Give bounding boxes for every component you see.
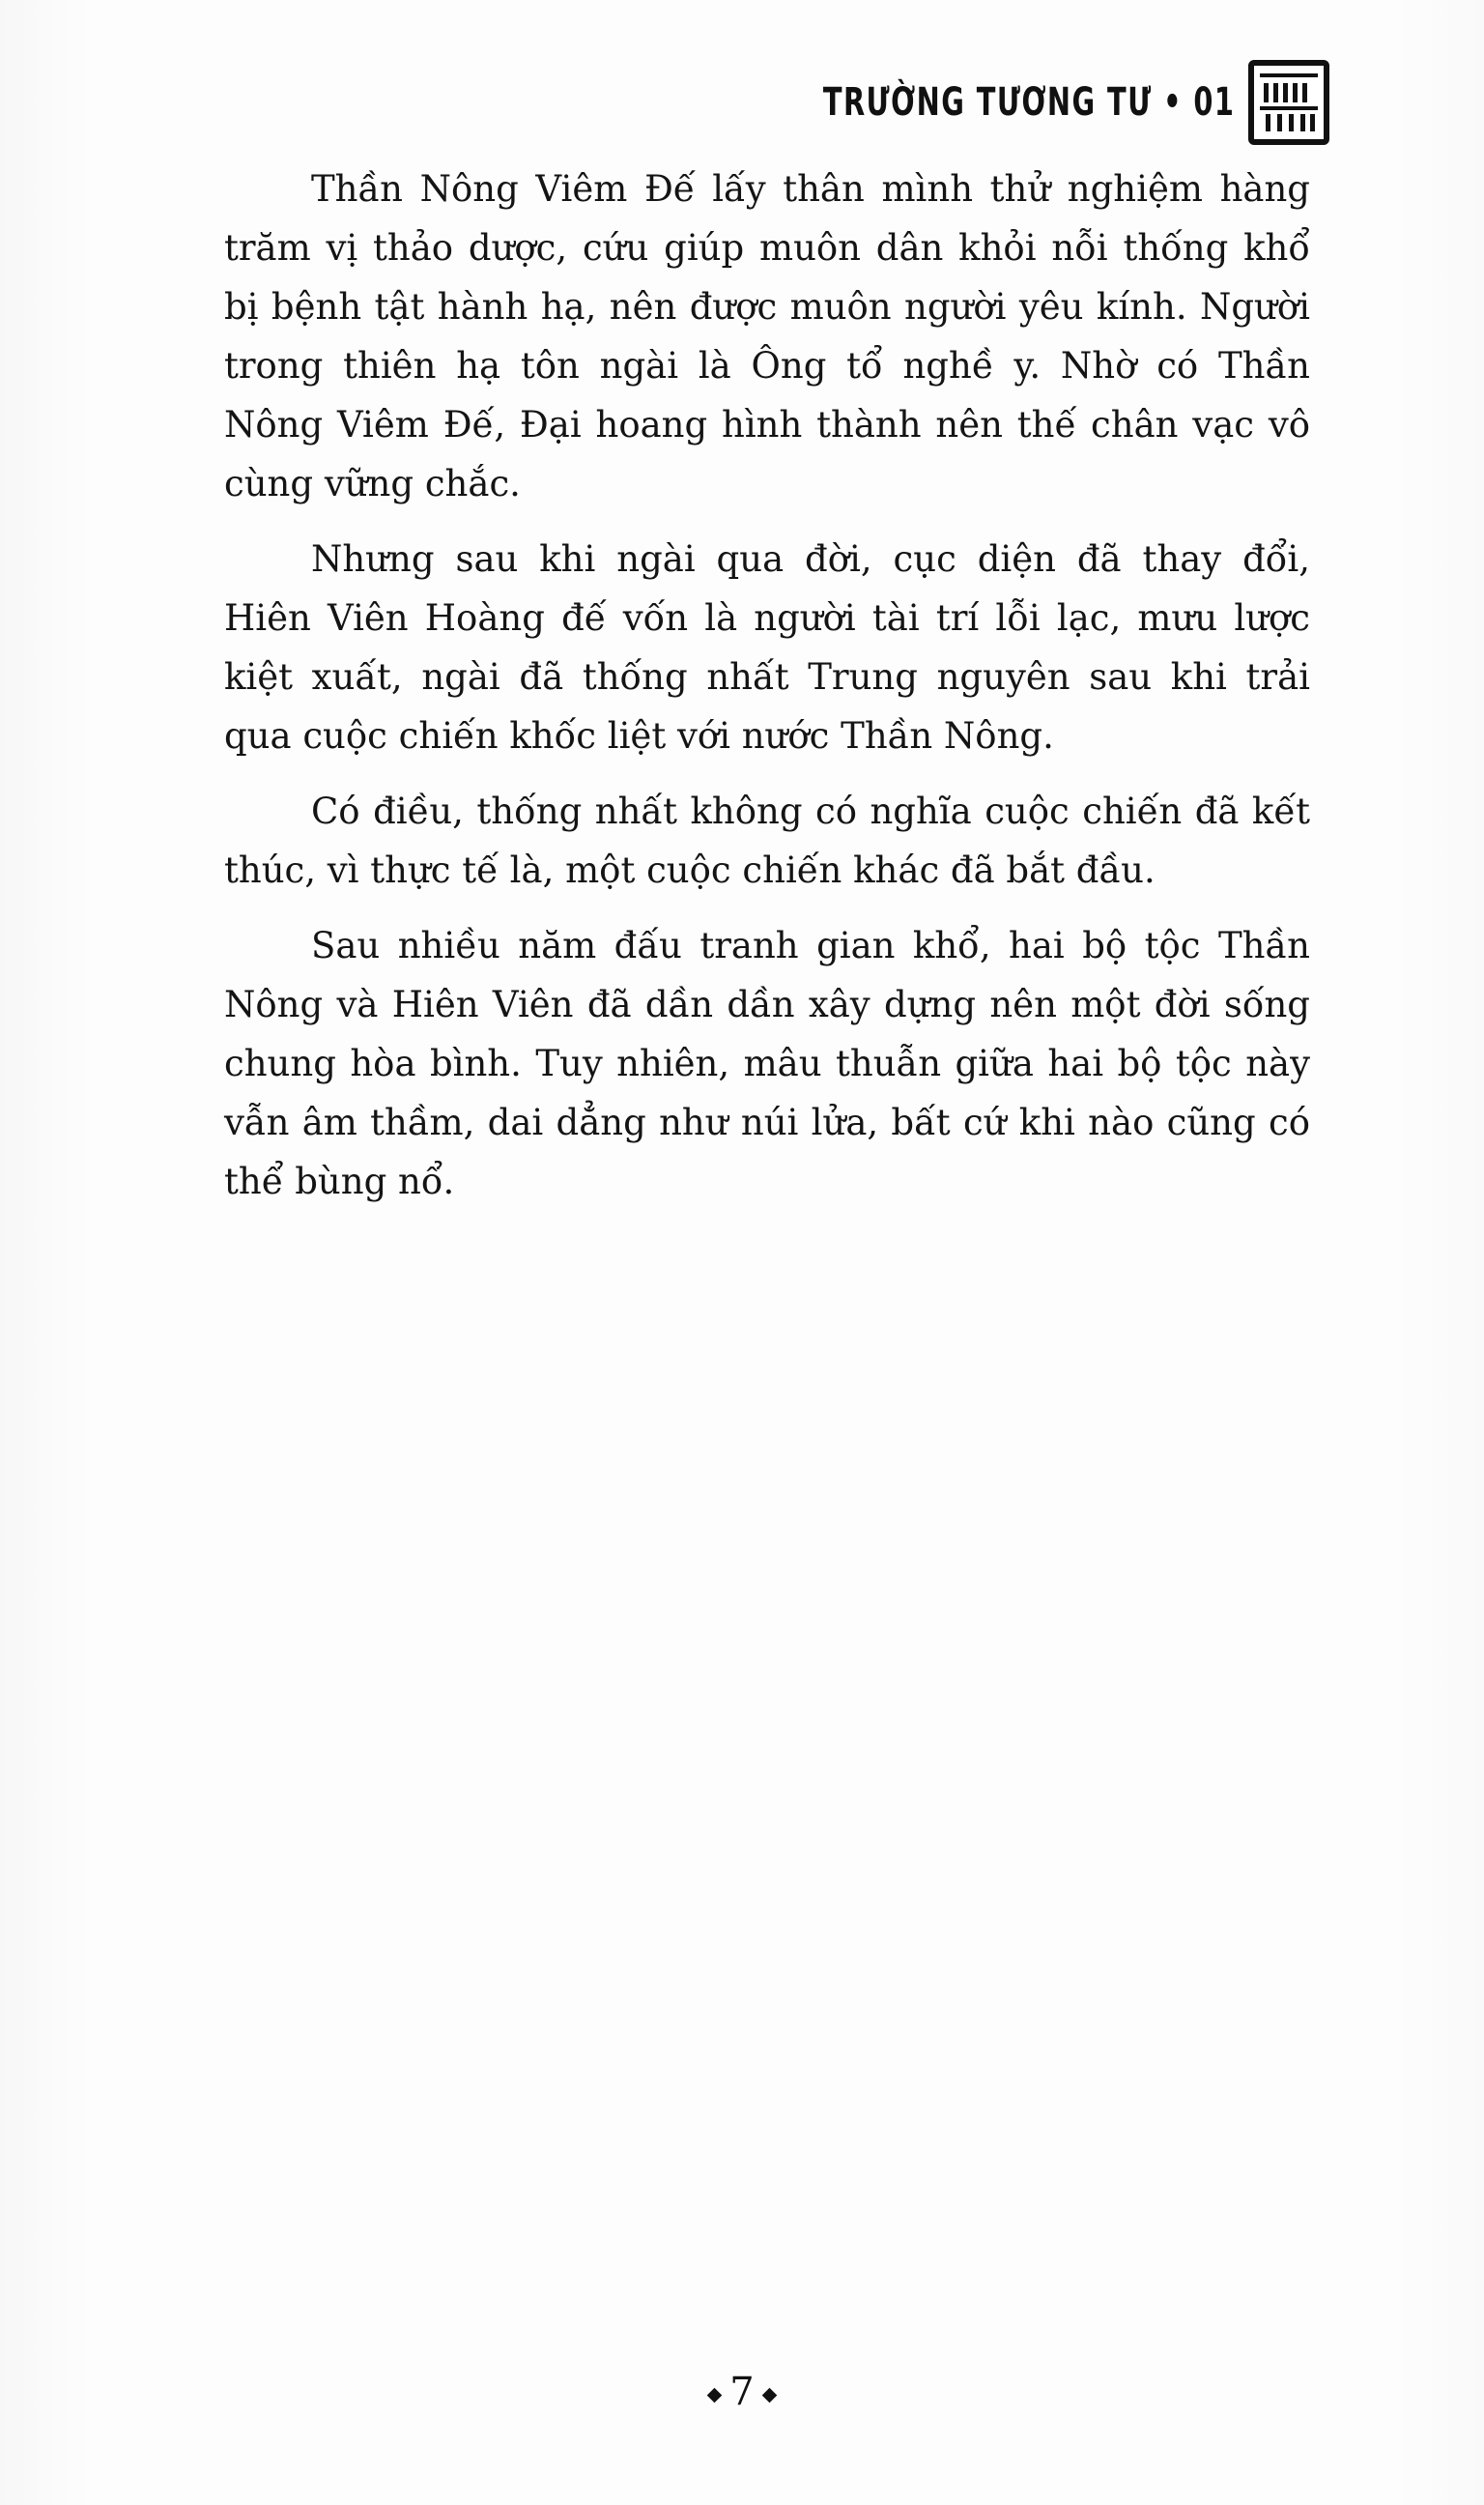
paragraph-4: Sau nhiều năm đấu tranh gian khổ, hai bộ tộc Thần Nông và Hiên Viên đã dần dần xây dựng nên một đời sống chung hòa bình. Tuy nhiên, mâu thuẫn giữa hai bộ tộc này vẫn âm thầm, dai dẳng như núi lửa, bất cứ khi nào cũng có thể bùng nổ.	[224, 925, 1310, 1202]
diamond-left-icon	[707, 2387, 723, 2403]
book-emblem-icon	[1248, 60, 1329, 145]
paragraph-2: Nhưng sau khi ngài qua đời, cục diện đã thay đổi, Hiên Viên Hoàng đế vốn là người tài trí lỗi lạc, mưu lược kiệt xuất, ngài đã thống nhất Trung nguyên sau khi trải qua cuộc chiến khốc liệt với nước Thần Nông.	[224, 538, 1310, 757]
running-header	[663, 60, 1329, 145]
page-number	[0, 2370, 1484, 2414]
paragraph-1: Thần Nông Viêm Đế lấy thân mình thử nghiệm hàng trăm vị thảo dược, cứu giúp muôn dân khỏi nỗi thống khổ bị bệnh tật hành hạ, nên được muôn người yêu kính. Người trong thiên hạ tôn ngài là Ông tổ nghề y. Nhờ có Thần Nông Viêm Đế, Đại hoang hình thành nên thế chân vạc vô cùng vững chắc.	[224, 168, 1310, 504]
paragraph-3: Có điều, thống nhất không có nghĩa cuộc chiến đã kết thúc, vì thực tế là, một cuộc chiến khác đã bắt đầu.	[224, 791, 1310, 891]
body-text	[224, 159, 1310, 1227]
diamond-right-icon	[761, 2387, 777, 2403]
running-header-title: TRƯỜNG TƯƠNG TƯ • 01	[822, 80, 1235, 125]
page-number-value: 7	[729, 2370, 755, 2414]
